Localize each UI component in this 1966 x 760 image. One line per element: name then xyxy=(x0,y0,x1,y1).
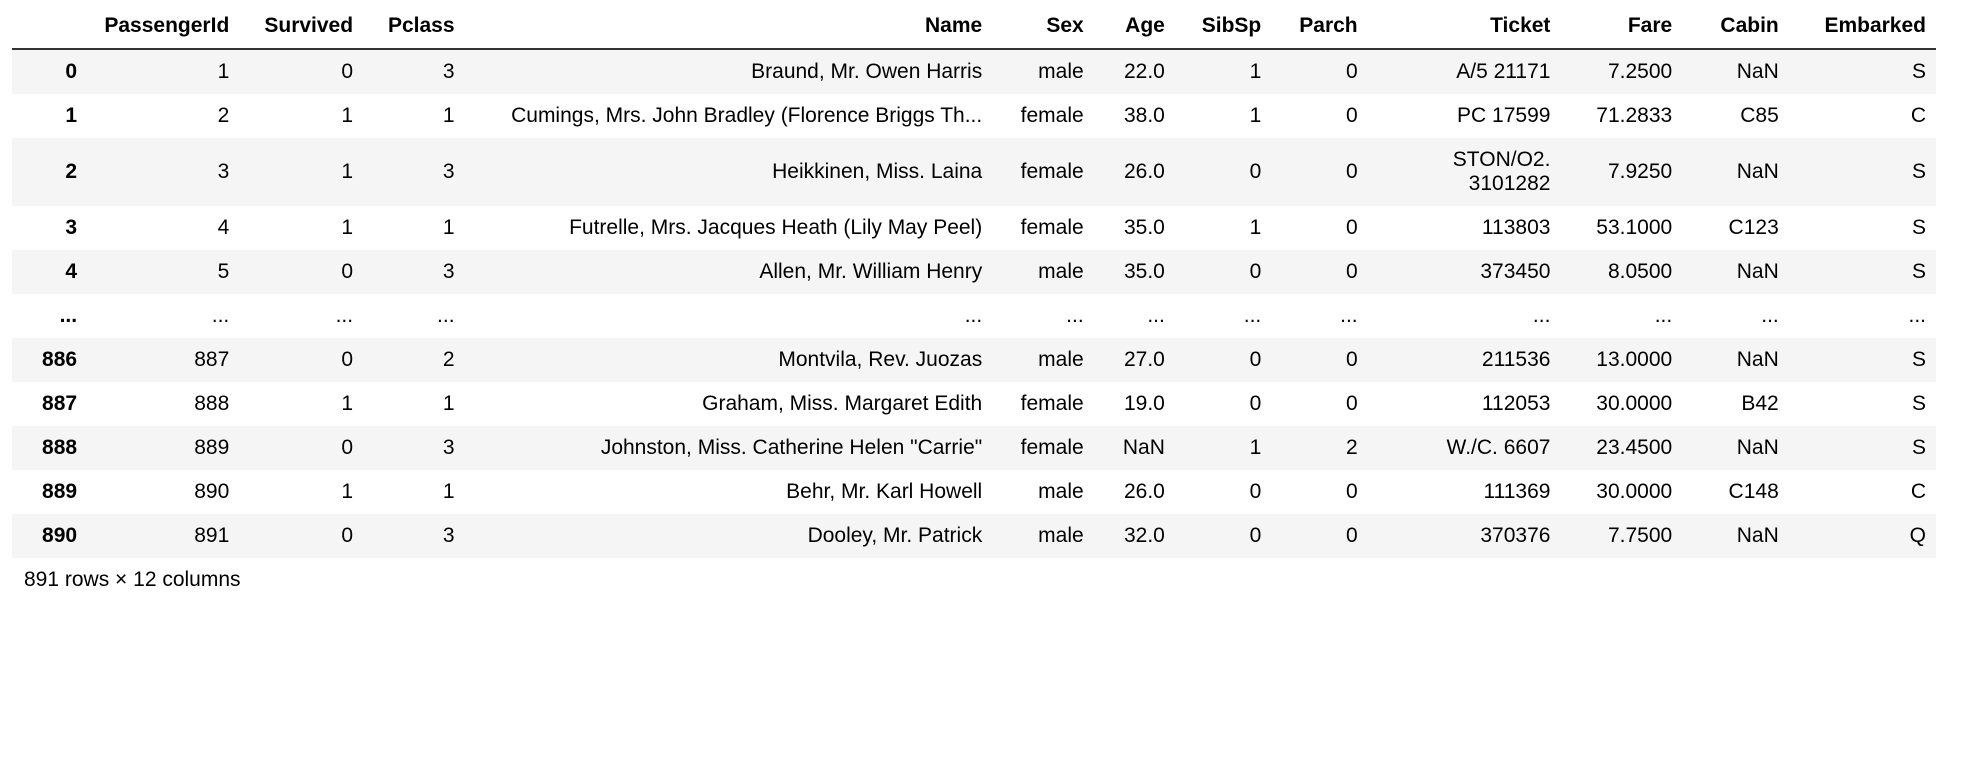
cell-embarked: S xyxy=(1911,260,1926,283)
row-index: 3 xyxy=(65,216,78,239)
table-row-ellipsis xyxy=(12,294,1936,338)
cell-cabin: NaN xyxy=(1736,160,1779,183)
cell-cabin: NaN xyxy=(1736,260,1779,283)
cell-embarked: S xyxy=(1911,60,1926,83)
column-header-sibsp: SibSp xyxy=(1175,8,1271,49)
cell-ticket: 211536 xyxy=(1481,348,1551,371)
cell-pclass: 1 xyxy=(442,480,455,503)
cell-fare: 30.0000 xyxy=(1596,480,1673,503)
table-row xyxy=(12,250,1936,294)
cell-age: 26.0 xyxy=(1123,480,1165,503)
cell-sex: female xyxy=(1020,392,1084,415)
cell-survived: 1 xyxy=(341,392,354,415)
row-index: 0 xyxy=(65,60,78,83)
row-index: ... xyxy=(59,304,78,327)
cell-sibsp: 1 xyxy=(1249,436,1262,459)
cell-survived: 1 xyxy=(341,104,354,127)
header-row xyxy=(12,8,1936,49)
cell-survived: 0 xyxy=(341,436,354,459)
cell-sex: male xyxy=(1038,480,1084,503)
cell-pclass: 1 xyxy=(442,392,455,415)
cell-sibsp: 1 xyxy=(1249,104,1262,127)
cell-pclass: 1 xyxy=(442,216,455,239)
column-header-embarked: Embarked xyxy=(1789,8,1936,49)
column-header-index xyxy=(12,8,87,49)
cell-passengerid: 5 xyxy=(217,260,230,283)
column-header-parch: Parch xyxy=(1271,8,1367,49)
cell-sibsp: 0 xyxy=(1249,348,1262,371)
dataframe-table xyxy=(12,8,1936,558)
table-row xyxy=(12,426,1936,470)
cell-cabin: C148 xyxy=(1728,480,1779,503)
cell-fare: 30.0000 xyxy=(1596,392,1673,415)
column-header-survived: Survived xyxy=(239,8,363,49)
row-index: 886 xyxy=(42,348,78,371)
cell-ticket: STON/O2. 3101282 xyxy=(1452,148,1551,195)
column-header-fare: Fare xyxy=(1560,8,1682,49)
cell-fare: 71.2833 xyxy=(1596,104,1673,127)
cell-pclass: 3 xyxy=(442,260,455,283)
cell-embarked: C xyxy=(1910,104,1926,127)
cell-parch: 2 xyxy=(1345,436,1358,459)
cell-embarked: S xyxy=(1911,160,1926,183)
cell-passengerid: 887 xyxy=(194,348,230,371)
cell-parch: 0 xyxy=(1345,60,1358,83)
cell-parch: ... xyxy=(1340,304,1358,327)
cell-fare: 8.0500 xyxy=(1607,260,1673,283)
cell-fare: ... xyxy=(1654,304,1673,327)
cell-ticket: 111369 xyxy=(1483,480,1551,503)
row-index: 890 xyxy=(42,524,78,547)
cell-sex: female xyxy=(1020,216,1084,239)
cell-age: 19.0 xyxy=(1123,392,1165,415)
cell-survived: 1 xyxy=(341,480,354,503)
cell-passengerid: 889 xyxy=(194,436,230,459)
cell-pclass: 3 xyxy=(442,60,455,83)
cell-cabin: C123 xyxy=(1728,216,1779,239)
cell-passengerid: 2 xyxy=(217,104,230,127)
cell-cabin: NaN xyxy=(1736,436,1779,459)
cell-sibsp: 0 xyxy=(1249,260,1262,283)
row-index: 889 xyxy=(42,480,78,503)
cell-pclass: 3 xyxy=(442,524,455,547)
table-header xyxy=(12,8,1936,49)
cell-name: Montvila, Rev. Juozas xyxy=(778,348,983,371)
row-index: 2 xyxy=(65,160,78,183)
cell-passengerid: ... xyxy=(211,304,230,327)
cell-parch: 0 xyxy=(1345,524,1358,547)
cell-age: 22.0 xyxy=(1123,60,1165,83)
cell-fare: 7.2500 xyxy=(1607,60,1673,83)
cell-sex: male xyxy=(1038,348,1084,371)
row-index: 888 xyxy=(42,436,78,459)
cell-embarked: S xyxy=(1911,216,1926,239)
cell-sibsp: 1 xyxy=(1249,60,1262,83)
cell-age: 35.0 xyxy=(1123,216,1165,239)
cell-parch: 0 xyxy=(1345,104,1358,127)
cell-fare: 23.4500 xyxy=(1596,436,1673,459)
cell-parch: 0 xyxy=(1345,216,1358,239)
cell-fare: 7.7500 xyxy=(1607,524,1673,547)
cell-ticket: PC 17599 xyxy=(1457,104,1551,127)
cell-ticket: 113803 xyxy=(1481,216,1551,239)
cell-parch: 0 xyxy=(1345,392,1358,415)
table-row xyxy=(12,470,1936,514)
cell-sex: female xyxy=(1020,104,1084,127)
cell-survived: 1 xyxy=(341,216,354,239)
cell-sex: male xyxy=(1038,260,1084,283)
cell-name: Behr, Mr. Karl Howell xyxy=(786,480,983,503)
cell-ticket: ... xyxy=(1532,304,1551,327)
cell-passengerid: 4 xyxy=(217,216,230,239)
cell-ticket: 112053 xyxy=(1481,392,1551,415)
cell-survived: 1 xyxy=(341,160,354,183)
cell-sibsp: ... xyxy=(1243,304,1262,327)
cell-sibsp: 0 xyxy=(1249,392,1262,415)
cell-parch: 0 xyxy=(1345,260,1358,283)
column-header-passengerid: PassengerId xyxy=(87,8,239,49)
cell-sex: male xyxy=(1038,60,1084,83)
cell-ticket: 373450 xyxy=(1480,260,1551,283)
table-body xyxy=(12,49,1936,558)
cell-cabin: B42 xyxy=(1741,392,1779,415)
cell-passengerid: 1 xyxy=(217,60,230,83)
cell-sibsp: 0 xyxy=(1249,524,1262,547)
cell-name: Heikkinen, Miss. Laina xyxy=(772,160,983,183)
cell-passengerid: 890 xyxy=(194,480,230,503)
cell-cabin: C85 xyxy=(1740,104,1779,127)
row-index: 887 xyxy=(42,392,78,415)
cell-name: Graham, Miss. Margaret Edith xyxy=(702,392,983,415)
cell-survived: ... xyxy=(335,304,354,327)
cell-pclass: 1 xyxy=(442,104,455,127)
column-header-name: Name xyxy=(465,8,993,49)
cell-passengerid: 888 xyxy=(194,392,230,415)
row-index: 1 xyxy=(65,104,78,127)
cell-name: Johnston, Miss. Catherine Helen "Carrie" xyxy=(600,436,983,459)
cell-name: ... xyxy=(964,304,983,327)
cell-parch: 0 xyxy=(1345,480,1358,503)
row-index: 4 xyxy=(65,260,78,283)
cell-age: 35.0 xyxy=(1123,260,1165,283)
cell-parch: 0 xyxy=(1345,160,1358,183)
cell-sibsp: 1 xyxy=(1249,216,1262,239)
dataframe-shape-note: 891 rows × 12 columns xyxy=(24,568,241,591)
table-row xyxy=(12,94,1936,138)
cell-embarked: S xyxy=(1911,348,1926,371)
cell-survived: 0 xyxy=(341,524,354,547)
cell-pclass: 3 xyxy=(442,436,455,459)
cell-embarked: Q xyxy=(1909,524,1926,547)
column-header-ticket: Ticket xyxy=(1368,8,1561,49)
cell-cabin: NaN xyxy=(1736,60,1779,83)
table-row xyxy=(12,49,1936,94)
cell-age: 38.0 xyxy=(1123,104,1165,127)
cell-survived: 0 xyxy=(341,60,354,83)
cell-name: Dooley, Mr. Patrick xyxy=(807,524,983,547)
cell-ticket: A/5 21171 xyxy=(1456,60,1551,83)
cell-survived: 0 xyxy=(341,260,354,283)
cell-age: 32.0 xyxy=(1123,524,1165,547)
cell-sibsp: 0 xyxy=(1249,480,1262,503)
cell-sex: male xyxy=(1038,524,1084,547)
column-header-sex: Sex xyxy=(992,8,1093,49)
cell-fare: 7.9250 xyxy=(1607,160,1673,183)
cell-age: ... xyxy=(1147,304,1165,327)
column-header-pclass: Pclass xyxy=(363,8,464,49)
cell-name: Allen, Mr. William Henry xyxy=(759,260,983,283)
cell-survived: 0 xyxy=(341,348,354,371)
cell-ticket: W./C. 6607 xyxy=(1446,436,1551,459)
cell-fare: 13.0000 xyxy=(1596,348,1673,371)
cell-embarked: S xyxy=(1911,392,1926,415)
cell-sex: ... xyxy=(1066,304,1084,327)
cell-embarked: C xyxy=(1910,480,1926,503)
cell-ticket: 370376 xyxy=(1480,524,1551,547)
cell-age: 27.0 xyxy=(1123,348,1165,371)
cell-sex: female xyxy=(1020,436,1084,459)
cell-name: Braund, Mr. Owen Harris xyxy=(751,60,983,83)
table-row xyxy=(12,382,1936,426)
cell-sibsp: 0 xyxy=(1249,160,1262,183)
cell-age: NaN xyxy=(1122,436,1165,459)
cell-pclass: 3 xyxy=(442,160,455,183)
cell-cabin: ... xyxy=(1761,304,1779,327)
cell-name: Cumings, Mrs. John Bradley (Florence Briggs Th... xyxy=(511,104,983,127)
cell-pclass: ... xyxy=(437,304,455,327)
cell-parch: 0 xyxy=(1345,348,1358,371)
cell-name: Futrelle, Mrs. Jacques Heath (Lily May Peel) xyxy=(569,216,983,239)
cell-embarked: ... xyxy=(1908,304,1926,327)
cell-passengerid: 3 xyxy=(217,160,230,183)
cell-cabin: NaN xyxy=(1736,348,1779,371)
table-row xyxy=(12,138,1936,206)
cell-fare: 53.1000 xyxy=(1596,216,1673,239)
table-row xyxy=(12,514,1936,558)
table-row xyxy=(12,206,1936,250)
cell-sex: female xyxy=(1020,160,1084,183)
cell-pclass: 2 xyxy=(442,348,455,371)
cell-age: 26.0 xyxy=(1123,160,1165,183)
cell-cabin: NaN xyxy=(1736,524,1779,547)
column-header-age: Age xyxy=(1094,8,1175,49)
column-header-cabin: Cabin xyxy=(1682,8,1789,49)
cell-embarked: S xyxy=(1911,436,1926,459)
cell-passengerid: 891 xyxy=(194,524,230,547)
table-row xyxy=(12,338,1936,382)
